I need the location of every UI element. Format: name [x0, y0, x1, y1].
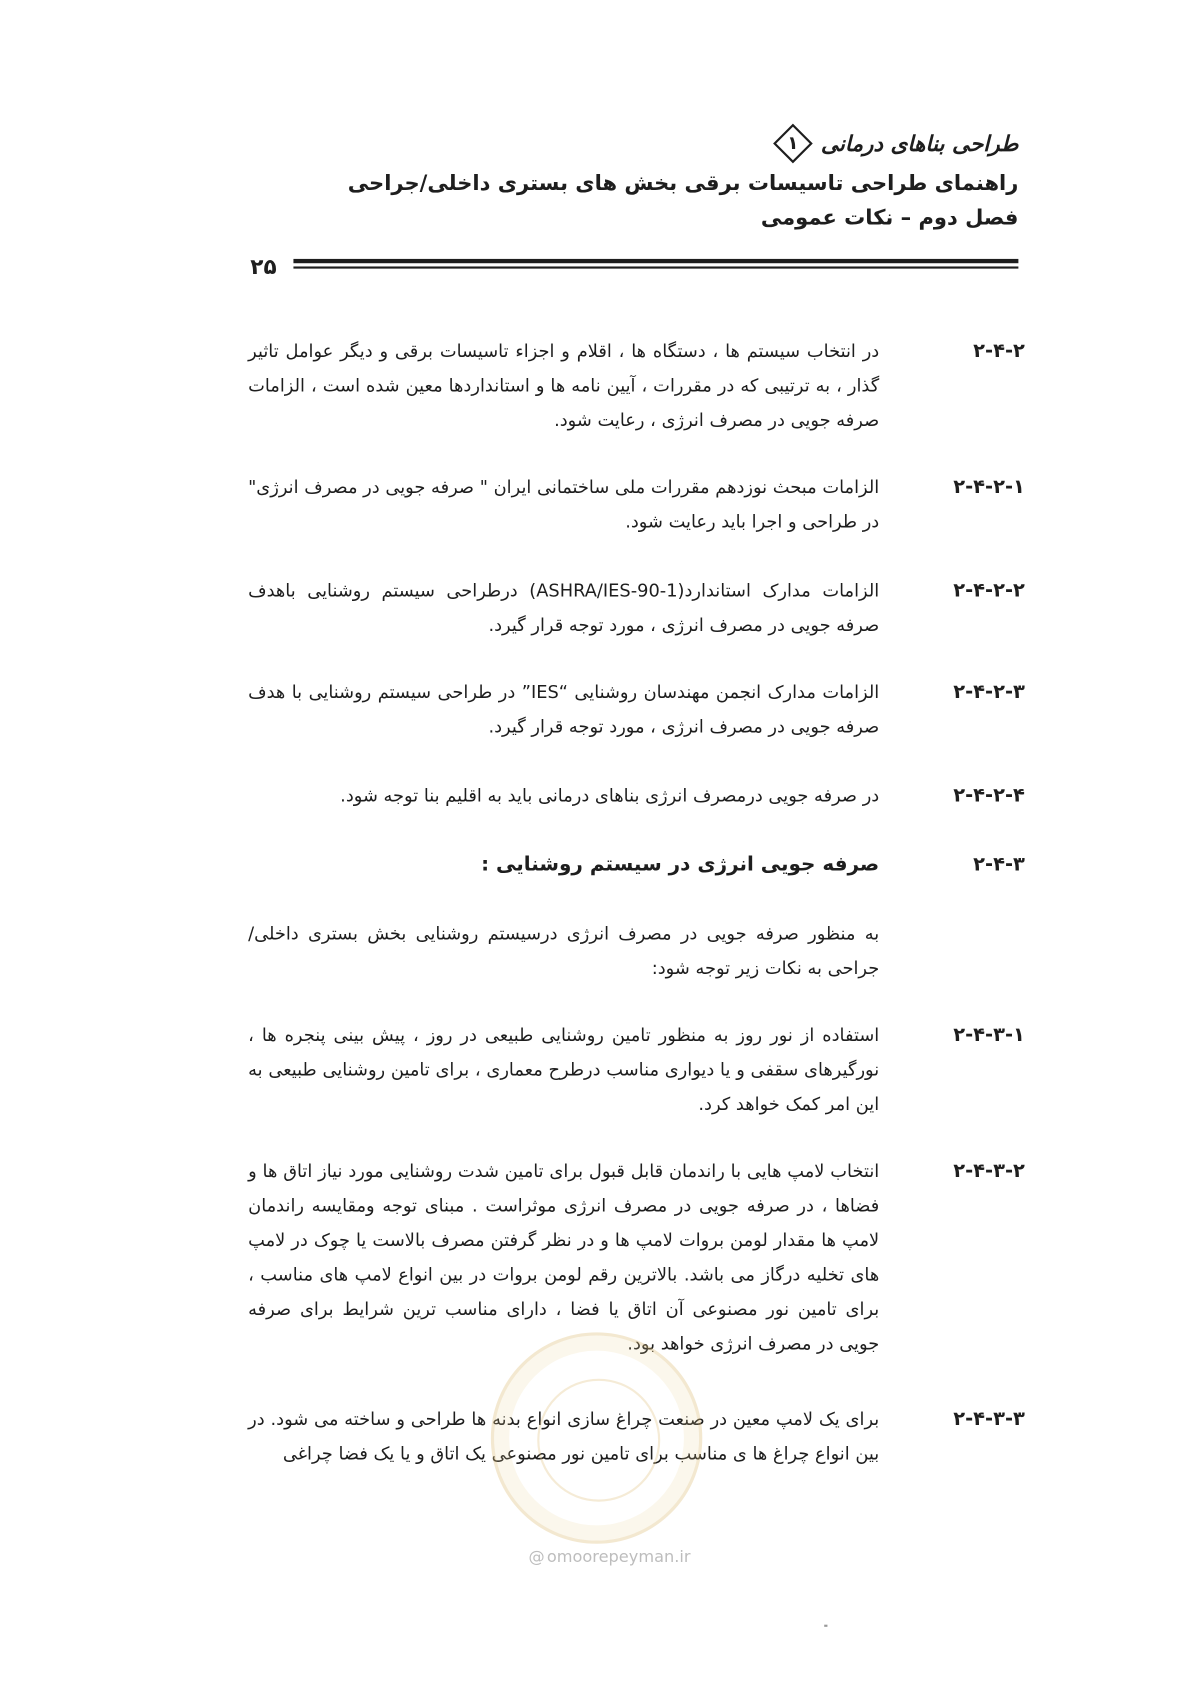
scan-speck: [824, 1625, 827, 1627]
section-number: ۲-۴-۳-۳: [953, 1407, 1025, 1431]
section-text: الزامات مدارک انجمن مهندسان روشنایی “IES” در طراحی سیستم روشنایی با هدف صرفه جویی در مصرف انرژی ، مورد توجه قرار گیرد.: [248, 681, 880, 737]
series-number: ۱: [787, 132, 799, 155]
guide-title: راهنمای طراحی تاسیسات برقی بخش های بستری داخلی/جراحی: [347, 170, 1019, 196]
section: [248, 675, 1025, 748]
intro-text: به منظور صرفه جویی در مصرف انرژی درسیستم روشنایی بخش بستری داخلی/جراحی به نکات زیر توجه شود:: [248, 923, 880, 979]
at-icon: @: [528, 1546, 545, 1567]
section: [248, 1154, 1025, 1370]
section-number: ۲-۴-۲-۳: [953, 680, 1025, 704]
section: [248, 470, 1025, 543]
section-number: ۲-۴-۲-۱: [953, 475, 1025, 499]
header-rule-thin: [293, 266, 1018, 268]
section: [248, 1018, 1025, 1160]
section-text: انتخاب لامپ هایی با راندمان قابل قبول برای تامین شدت روشنایی مورد نیاز اتاق ها و فضاها ، در صرفه جویی در مصرف انرژی موثراست . مبنای توجه ومقایسه راندمان لامپ ها مقدار لومن بروات لامپ ها و در نظر گرفتن مصرف بالاست یا چوک در لامپ های تخلیه درگاز می باشد. بالاترین رقم لومن بروات در بین انواع لامپ های مناسب ، برای تامین نور مصنوعی آن اتاق یا فضا ، دارای مناسب ترین شرایط برای صرفه جویی در مصرف انرژی خواهد بود.: [248, 1160, 880, 1354]
section-text: الزامات مبحث نوزدهم مقررات ملی ساختمانی ایران " صرفه جویی در مصرف انرژی" در طراحی و اجرا باید رعایت شود.: [248, 476, 880, 532]
section-number: ۲-۴-۳-۱: [953, 1023, 1025, 1047]
section-number: ۲-۴-۳-۲: [953, 1159, 1025, 1183]
section: [248, 779, 1025, 818]
page-header: [263, 121, 1018, 235]
watermark-seal: [491, 1332, 702, 1543]
header-rule: [250, 252, 1018, 280]
section-intro: [248, 917, 1025, 990]
section: [248, 574, 1025, 647]
watermark-site: [502, 1547, 718, 1566]
chapter-title: فصل دوم – نکات عمومی: [760, 204, 1019, 230]
section-text: برای یک لامپ معین در صنعت چراغ سازی انواع بدنه ها طراحی و ساخته می شود. در بین انواع چراغ ها ی مناسب برای تامین نور مصنوعی یک اتاق و یا یک فضا چراغی: [248, 1408, 880, 1464]
section-number: ۲-۴-۲-۴: [953, 784, 1025, 807]
watermark-site-text: omoorepeyman.ir: [546, 1546, 691, 1567]
section-text: استفاده از نور روز به منظور تامین روشنایی طبیعی در روز ، پیش بینی پنجره ها ، نورگیرهای سقفی و یا دیواری مناسب درطرح معماری ، برای تامین روشنایی طبیعی به این امر کمک خواهد کرد.: [248, 1024, 880, 1115]
section-number: ۲-۴-۲: [973, 339, 1025, 363]
section-text: در صرفه جویی درمصرف انرژی بناهای درمانی باید به اقلیم بنا توجه شود.: [340, 785, 880, 806]
page-number: ۲۵: [250, 253, 277, 280]
series-line: [263, 121, 1018, 166]
section-number: ۲-۴-۲-۲: [953, 579, 1025, 602]
section-text: الزامات مدارک استاندارد(ASHRA/IES-90-1) درطراحی سیستم روشنایی باهدف صرفه جویی در مصرف انرژی ، مورد توجه قرار گیرد.: [248, 580, 880, 636]
series-number-diamond: [771, 122, 814, 165]
section-heading: صرفه جویی انرژی در سیستم روشنایی :: [481, 853, 880, 876]
section-heading-row: [248, 848, 1025, 887]
section-text: در انتخاب سیستم ها ، دستگاه ها ، اقلام و اجزاء تاسیسات برقی و دیگر عوامل تاثیر گذار ، به ترتیبی که در مقررات ، آیین نامه ها و استانداردها معین شده است ، الزامات صرفه جویی در مصرف انرژی ، رعایت شود.: [248, 340, 880, 431]
section-number: ۲-۴-۳: [973, 853, 1025, 876]
header-rule-thick: [293, 259, 1018, 263]
series-title: طراحی بناهای درمانی: [820, 130, 1019, 157]
section: [248, 334, 1025, 442]
watermark-seal-inner: [537, 1379, 660, 1502]
